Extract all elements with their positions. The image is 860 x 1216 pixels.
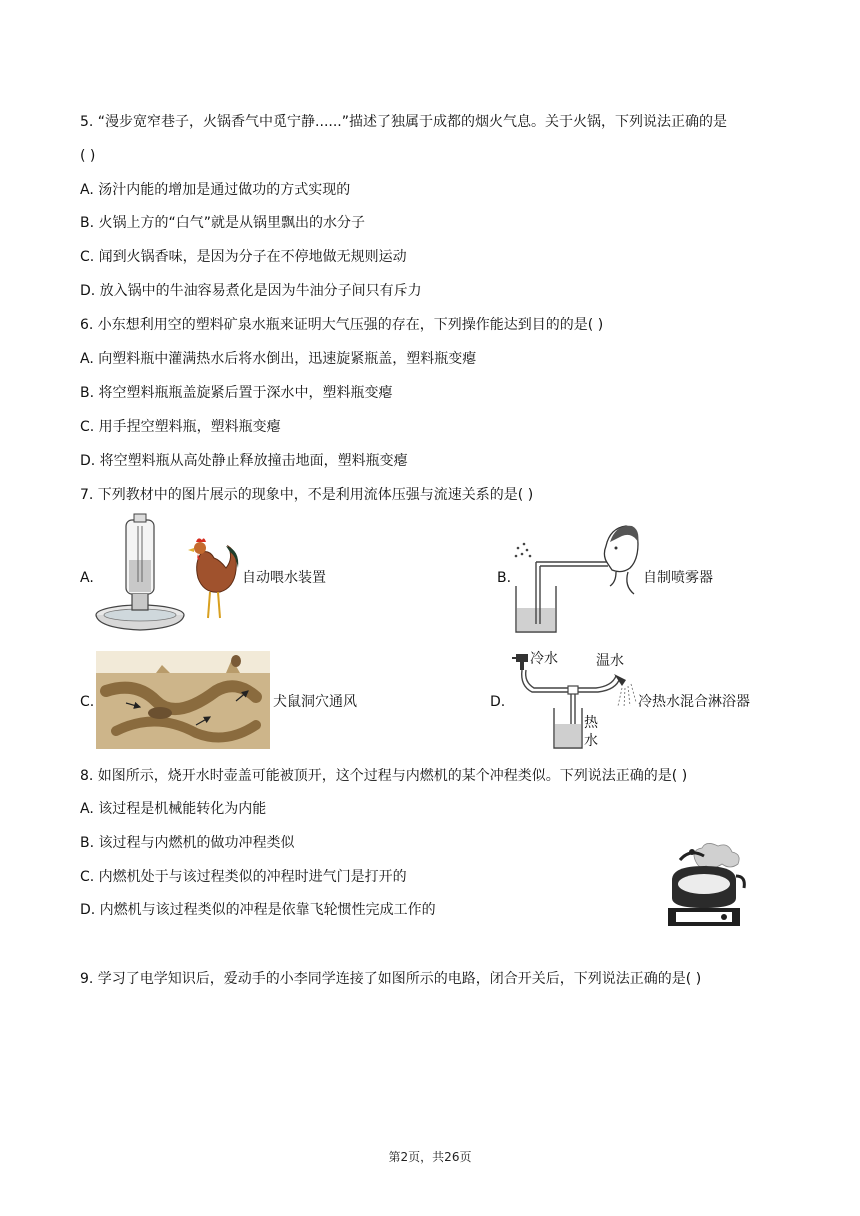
mixing-shower-figure [508, 646, 638, 750]
q7-stem: 7. 下列教材中的图片展示的现象中，不是利用流体压强与流速关系的是( ) [80, 487, 534, 503]
q5-paren: ( ) [80, 148, 96, 164]
q8-option-a: A. 该过程是机械能转化为内能 [80, 801, 267, 817]
page-number-footer: 第2页，共26页 [388, 1150, 472, 1164]
q6-stem: 6. 小东想利用空的塑料矿泉水瓶来证明大气压强的存在，下列操作能达到目的的是( ) [80, 317, 604, 333]
hot-water-label-1: 热 [584, 715, 598, 731]
burrow-figure [96, 651, 270, 749]
q7-choice-a-caption: 自动喂水装置 [242, 570, 326, 586]
kettle-figure [666, 840, 746, 928]
q5-stem: 5. “漫步宽窄巷子，火锅香气中觅宁静......”描述了独属于成都的烟火气息。关于火锅，下列说法正确的是 [80, 114, 728, 130]
warm-water-label: 温水 [596, 653, 624, 669]
q7-choice-c-caption: 犬鼠洞穴通风 [273, 694, 357, 710]
q6-option-c: C. 用手捏空塑料瓶，塑料瓶变瘪 [80, 419, 281, 435]
sprayer-figure [512, 516, 642, 636]
q7-choice-c-label: C. [80, 694, 95, 710]
q6-option-a: A. 向塑料瓶中灌满热水后将水倒出，迅速旋紧瓶盖，塑料瓶变瘪 [80, 351, 477, 367]
cold-water-label: 冷水 [530, 651, 558, 667]
hot-water-label-2: 水 [584, 733, 598, 749]
q5-option-c: C. 闻到火锅香味，是因为分子在不停地做无规则运动 [80, 249, 407, 265]
q7-choice-b-label: B. [497, 570, 512, 586]
q7-choice-a-label: A. [80, 570, 94, 586]
q8-stem: 8. 如图所示，烧开水时壶盖可能被顶开，这个过程与内燃机的某个冲程类似。下列说法正确的是( ) [80, 768, 688, 784]
q6-option-b: B. 将空塑料瓶瓶盖旋紧后置于深水中，塑料瓶变瘪 [80, 385, 393, 401]
q5-option-d: D. 放入锅中的牛油容易煮化是因为牛油分子间只有斥力 [80, 283, 422, 299]
q7-choice-d-label: D. [490, 694, 506, 710]
water-feeder-figure [94, 512, 240, 634]
q8-option-b: B. 该过程与内燃机的做功冲程类似 [80, 835, 295, 851]
q7-choice-d-caption: 冷热水混合淋浴器 [638, 694, 750, 710]
q5-option-a: A. 汤汁内能的增加是通过做功的方式实现的 [80, 182, 351, 198]
q5-option-b: B. 火锅上方的“白气”就是从锅里飘出的水分子 [80, 215, 366, 231]
q7-choice-b-caption: 自制喷雾器 [643, 570, 713, 586]
q9-stem: 9. 学习了电学知识后，爱动手的小李同学连接了如图所示的电路，闭合开关后，下列说法正确的是( ) [80, 971, 702, 987]
q8-option-c: C. 内燃机处于与该过程类似的冲程时进气门是打开的 [80, 869, 407, 885]
q6-option-d: D. 将空塑料瓶从高处静止释放撞击地面，塑料瓶变瘪 [80, 453, 408, 469]
q8-option-d: D. 内燃机与该过程类似的冲程是依靠飞轮惯性完成工作的 [80, 902, 436, 918]
